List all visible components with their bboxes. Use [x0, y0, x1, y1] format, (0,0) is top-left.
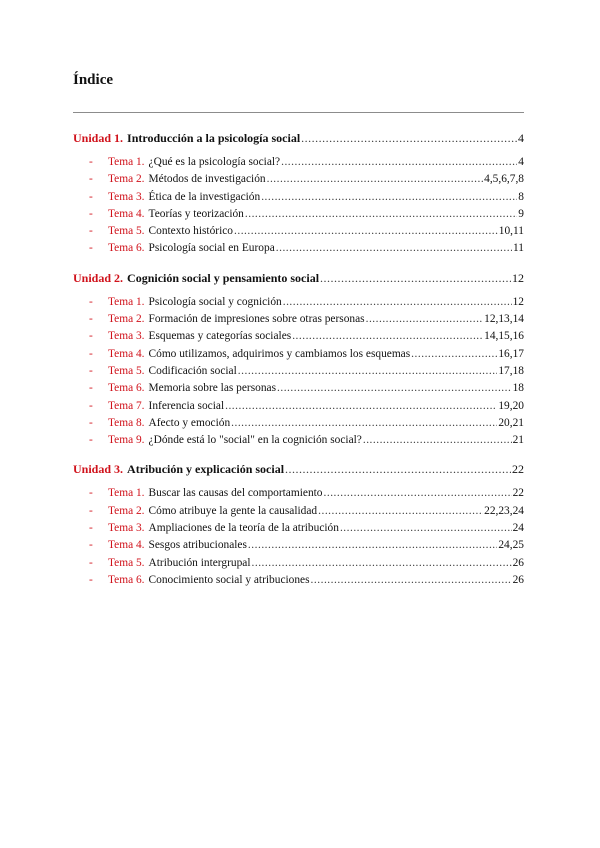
dot-leader — [276, 240, 512, 257]
dot-leader — [225, 398, 497, 415]
topic-title: Memoria sobre las personas — [148, 382, 277, 395]
topic-label: Tema 7. — [108, 399, 145, 412]
topic-item[interactable] — [73, 154, 524, 171]
topic-title: Buscar las causas del comportamiento — [148, 487, 323, 500]
topic-label: Tema 3. — [108, 522, 145, 535]
unit-3 — [73, 460, 524, 589]
list-dash: - — [89, 347, 93, 360]
list-dash: - — [89, 434, 93, 447]
topic-item[interactable] — [73, 432, 524, 449]
dot-leader — [238, 363, 498, 380]
topic-label: Tema 6. — [108, 573, 145, 586]
topic-title: ¿Dónde está lo "social" en la cognición social? — [148, 434, 362, 447]
dot-leader — [366, 311, 484, 328]
topic-item[interactable] — [73, 240, 524, 257]
dot-leader — [283, 294, 512, 311]
unit-1 — [73, 129, 524, 258]
dot-leader — [311, 572, 512, 589]
dot-leader — [363, 432, 512, 449]
topic-item[interactable] — [73, 503, 524, 520]
topic-page-number: 8 — [518, 190, 524, 203]
dot-leader — [285, 460, 511, 479]
list-dash: - — [89, 522, 93, 535]
topic-title: Contexto histórico — [148, 225, 234, 238]
topic-label: Tema 3. — [108, 330, 145, 343]
list-dash: - — [89, 556, 93, 569]
topic-title: Cómo atribuye la gente la causalidad — [148, 504, 318, 517]
topic-item[interactable] — [73, 206, 524, 223]
topic-item[interactable] — [73, 537, 524, 554]
topic-label: Tema 6. — [108, 242, 145, 255]
topic-title: Psicología social y cognición — [148, 295, 282, 308]
list-dash: - — [89, 295, 93, 308]
title-divider — [73, 112, 524, 113]
topic-page-number: 20,21 — [498, 416, 524, 429]
unit-title: Atribución y explicación social — [127, 462, 285, 477]
topic-label: Tema 5. — [108, 556, 145, 569]
table-of-contents — [73, 129, 524, 589]
topic-label: Tema 2. — [108, 173, 145, 186]
topic-item[interactable] — [73, 555, 524, 572]
dot-leader — [340, 520, 512, 537]
list-dash: - — [89, 364, 93, 377]
dot-leader — [231, 415, 497, 432]
dot-leader — [245, 206, 517, 223]
topic-label: Tema 1. — [108, 156, 145, 168]
unit-2 — [73, 269, 524, 450]
topic-page-number: 24,25 — [498, 539, 524, 552]
dot-leader — [248, 537, 497, 554]
dot-leader — [320, 269, 511, 288]
dot-leader — [411, 346, 497, 363]
dot-leader — [277, 380, 512, 397]
topic-item[interactable] — [73, 363, 524, 380]
topic-item[interactable] — [73, 189, 524, 206]
topic-page-number: 12,13,14 — [484, 313, 524, 326]
dot-leader — [281, 154, 517, 171]
unit-title: Cognición social y pensamiento social — [127, 270, 320, 285]
topic-title: Teorías y teorización — [148, 207, 244, 220]
unit-label: Unidad 3. — [73, 462, 124, 477]
list-dash: - — [89, 207, 93, 220]
topic-page-number: 26 — [512, 556, 524, 569]
topic-title: Afecto y emoción — [148, 416, 231, 429]
dot-leader — [234, 223, 498, 240]
topic-page-number: 4 — [518, 156, 524, 168]
list-dash: - — [89, 313, 93, 326]
dot-leader — [292, 328, 483, 345]
topic-item[interactable] — [73, 520, 524, 537]
topic-item[interactable] — [73, 294, 524, 311]
topic-label: Tema 8. — [108, 416, 145, 429]
unit-heading[interactable] — [73, 269, 524, 288]
unit-heading[interactable] — [73, 460, 524, 479]
topic-page-number: 9 — [518, 207, 524, 220]
topic-page-number: 17,18 — [498, 364, 524, 377]
topic-title: Formación de impresiones sobre otras personas — [148, 313, 365, 326]
topic-title: Psicología social en Europa — [148, 242, 275, 255]
topic-label: Tema 5. — [108, 364, 145, 377]
topic-label: Tema 9. — [108, 434, 145, 447]
topic-title: Inferencia social — [148, 399, 225, 412]
topic-title: Ampliaciones de la teoría de la atribución — [148, 522, 339, 535]
list-dash: - — [89, 190, 93, 203]
list-dash: - — [89, 330, 93, 343]
topic-label: Tema 6. — [108, 382, 145, 395]
list-dash: - — [89, 156, 93, 168]
topic-page-number: 22,23,24 — [484, 504, 524, 517]
topic-item[interactable] — [73, 311, 524, 328]
list-dash: - — [89, 487, 93, 500]
topic-title: Sesgos atribucionales — [148, 539, 247, 552]
topic-item[interactable] — [73, 346, 524, 363]
topic-page-number: 18 — [512, 382, 524, 395]
topic-label: Tema 4. — [108, 539, 145, 552]
dot-leader — [267, 171, 484, 188]
topic-page-number: 16,17 — [498, 347, 524, 360]
topic-item[interactable] — [73, 572, 524, 589]
topic-page-number: 10,11 — [498, 225, 524, 238]
list-dash: - — [89, 225, 93, 238]
topic-page-number: 12 — [512, 295, 524, 308]
unit-label: Unidad 2. — [73, 270, 124, 285]
topic-title: Ética de la investigación — [148, 190, 261, 203]
topic-page-number: 19,20 — [498, 399, 524, 412]
page-title: Índice — [73, 72, 114, 88]
topic-title: Codificación social — [148, 364, 237, 377]
topic-page-number: 24 — [512, 522, 524, 535]
topic-item[interactable] — [73, 398, 524, 415]
topic-title: Atribución intergrupal — [148, 556, 251, 569]
topic-title: Esquemas y categorías sociales — [148, 330, 292, 343]
topic-page-number: 22 — [512, 487, 524, 500]
list-dash: - — [89, 382, 93, 395]
dot-leader — [261, 189, 517, 206]
topic-label: Tema 5. — [108, 225, 145, 238]
list-dash: - — [89, 504, 93, 517]
unit-label: Unidad 1. — [73, 131, 124, 145]
dot-leader — [301, 129, 517, 148]
list-dash: - — [89, 242, 93, 255]
topic-item[interactable] — [73, 415, 524, 432]
topic-item[interactable] — [73, 380, 524, 397]
unit-heading[interactable] — [73, 129, 524, 148]
topic-page-number: 11 — [513, 242, 524, 255]
topic-label: Tema 2. — [108, 504, 145, 517]
dot-leader — [252, 555, 512, 572]
topic-label: Tema 1. — [108, 487, 145, 500]
topic-page-number: 26 — [512, 573, 524, 586]
dot-leader — [318, 503, 483, 520]
unit-page-number: 4 — [518, 131, 524, 145]
topic-item[interactable] — [73, 223, 524, 240]
list-dash: - — [89, 173, 93, 186]
topic-title: Métodos de investigación — [148, 173, 266, 186]
list-dash: - — [89, 573, 93, 586]
topic-label: Tema 1. — [108, 295, 145, 308]
topic-title: ¿Qué es la psicología social? — [148, 156, 281, 168]
unit-title: Introducción a la psicología social — [127, 131, 301, 145]
topic-label: Tema 3. — [108, 190, 145, 203]
unit-page-number: 22 — [512, 462, 524, 477]
topic-list — [73, 485, 524, 589]
topic-page-number: 21 — [512, 434, 524, 447]
dot-leader — [324, 485, 512, 502]
list-dash: - — [89, 416, 93, 429]
topic-item[interactable] — [73, 171, 524, 188]
unit-page-number: 12 — [512, 270, 524, 285]
list-dash: - — [89, 539, 93, 552]
topic-label: Tema 4. — [108, 207, 145, 220]
topic-list — [73, 154, 524, 258]
topic-list — [73, 294, 524, 450]
topic-item[interactable] — [73, 485, 524, 502]
topic-page-number: 14,15,16 — [484, 330, 524, 343]
topic-label: Tema 2. — [108, 313, 145, 326]
topic-title: Cómo utilizamos, adquirimos y cambiamos los esquemas — [148, 347, 411, 360]
topic-label: Tema 4. — [108, 347, 145, 360]
list-dash: - — [89, 399, 93, 412]
topic-title: Conocimiento social y atribuciones — [148, 573, 310, 586]
topic-page-number: 4,5,6,7,8 — [484, 173, 524, 186]
topic-item[interactable] — [73, 328, 524, 345]
